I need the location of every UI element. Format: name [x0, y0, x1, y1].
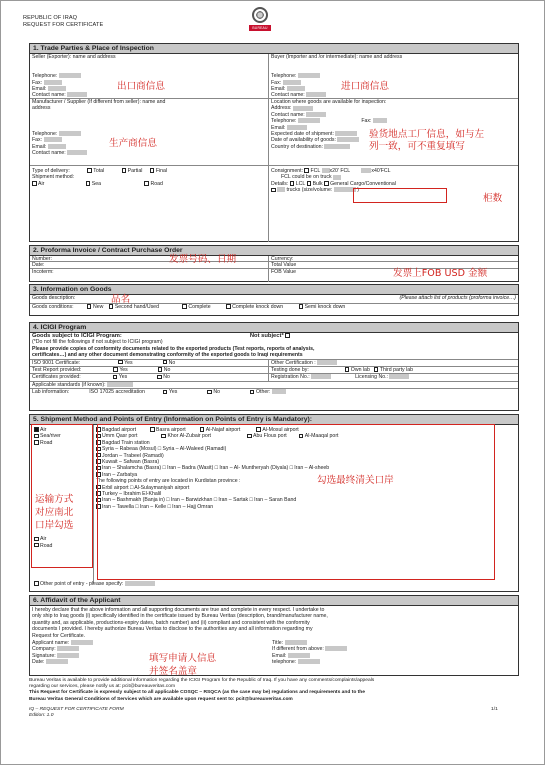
section-3-title: 3. Information on Goods [30, 285, 518, 295]
section-1-title: 1. Trade Parties & Place of Inspection [30, 44, 518, 54]
annotation-exporter: 出口商信息 [117, 81, 165, 92]
ckd-checkbox[interactable] [226, 304, 231, 309]
shipment-mode-column: Air Sea/river Road Air Road [30, 425, 94, 583]
method-air-checkbox[interactable] [32, 181, 37, 186]
annotation-inspection-1: 验货地点工厂信息，如与左 [369, 129, 485, 140]
annotation-cabinet: 柜数 [483, 193, 503, 204]
bureau-veritas-logo [249, 7, 271, 37]
method-road-checkbox[interactable] [144, 181, 149, 186]
not-subject-checkbox[interactable] [285, 333, 290, 338]
annotation-goods: 品名 [111, 294, 131, 305]
entry-points-highlight-box [97, 424, 495, 580]
lab-no-checkbox[interactable] [207, 390, 212, 395]
footer-notes: Bureau Veritas is available to provide additional information regarding the ICIGI Program for the Republic of Iraq. If you have any comments/complaints/appeals regarding our services, please notify us at: pcit@bureauveritas.com This Request for Certificate is expressly subject to all applicable COSQC – RSQCA (as the case may be) regulations and requirements and to the Bureau Veritas General Conditions of Services which are available upon request sent to: pcit@bureauveritas.com [29, 678, 375, 702]
annotation-applicant-1: 填写申请人信息 [149, 653, 217, 664]
affidavit-text: I hereby declare that the above information and all supporting documents are true and complete in every respect. I undertake to only ship to Iraq goods (i) specifically identified in the certificate issued by Bureau Veritas (description, brand/manufacturer name, quantity and, as applicable, productions-expiry dates, batch number) and (ii) compliant and consistent with the conformity documents I provided. I hereby authorize Bureau Veritas to disclose to the authorities any and all information regarding my Request for Certificate. [32, 607, 328, 639]
logo-emblem-icon [252, 7, 268, 23]
section-4-title: 4. ICIGI Program [30, 323, 518, 333]
delivery-block: Type of delivery: Total Partial Final Shipment method: Air Sea Road [30, 166, 269, 242]
total-value-field: Total Value [269, 262, 518, 268]
section-affidavit: 6. Affidavit of the Applicant I hereby declare that the above information and all supporting documents are true and complete in every respect. I undertake to only ship to Iraq goods (i) specifically identified in the certificate issued by Bureau Veritas (description, brand/manufacturer name, quantity and, as applicable, productions-expiry dates, batch number) and (ii) compliant and consistent with the conformity documents I provided. I hereby authorize Bureau Veritas to disclose to the authorities any and all information regarding my Request for Certificate. Applicant name: Company: Signature: Date: Title: If different from above: Email: telephone: [29, 595, 519, 676]
page-number: 1/1 [491, 707, 498, 712]
annotation-transport-2: 对应南北 [35, 507, 74, 518]
header-title: REQUEST FOR CERTIFICATE [23, 22, 104, 28]
section-5-title: 5. Shipment Method and Points of Entry (Information on Points of Entry is Mandatory): [30, 415, 518, 425]
trucks-checkbox[interactable] [271, 188, 276, 193]
certs-yes-checkbox[interactable] [113, 375, 118, 380]
skd-checkbox[interactable] [299, 304, 304, 309]
own-lab-checkbox[interactable] [345, 367, 350, 372]
general-cargo-checkbox[interactable] [324, 181, 329, 186]
third-party-lab-checkbox[interactable] [374, 367, 379, 372]
test-yes-checkbox[interactable] [113, 367, 118, 372]
section-goods-info: 3. Information on Goods Goods description: (Please attach list of products (proforma invoice…) Goods conditions: New Second hand/Used Complete Complete knock down Semi knock down [29, 284, 519, 316]
lab-other-checkbox[interactable] [250, 390, 255, 395]
incoterm-field: Incoterm: [32, 268, 54, 275]
method-sea-checkbox[interactable] [86, 181, 91, 186]
fob-value-field: FOB Value [271, 268, 297, 275]
annotation-fob: 发票上FOB USD 金额 [393, 268, 488, 279]
section-icigi-program: 4. ICIGI Program Goods subject to ICIGI Program: Not subject* (*Do not fill the followings if not subject to ICIGI program) Please provide copies of conformity documents related to the exported products (Test reports, reports of analysis, certificates…) and any other document demonstrating conformity of the exported goods to Iraqi requirements ISO 9001 Certificate: Yes No Other Certification : Test Report provided: Yes No Testing done by: Own lab Third party lab Certificates provided: Yes No Registration No.: Licensing No.: Applicable standards (if known): Lab information: ISO 17025 accreditation Yes No Other: [29, 322, 519, 411]
test-no-checkbox[interactable] [158, 367, 163, 372]
annotation-manufacturer: 生产商信息 [109, 138, 157, 149]
lab-yes-checkbox[interactable] [163, 390, 168, 395]
annotation-invoice: 发票号码、日期 [169, 254, 237, 265]
certs-no-checkbox[interactable] [157, 375, 162, 380]
new-checkbox[interactable] [87, 304, 92, 309]
form-header [23, 15, 103, 29]
consignment-highlight-box [353, 188, 447, 203]
annotation-importer: 进口商信息 [341, 81, 389, 92]
iso9001-no-checkbox[interactable] [163, 360, 168, 365]
inspection-location-block: Location where goods are available for inspection: Address: Contact name: Telephone: Fax: Email: Expected date of shipment: Date of availability of goods: Country of destination: [271, 99, 387, 150]
seller-block: Seller (Exporter): name and address Telephone: Fax: Email: Contact name: [30, 54, 269, 98]
invoice-date-field: Date: [30, 262, 268, 268]
invoice-number-field: Number: [30, 256, 268, 262]
annotation-applicant-2: 并签名盖章 [149, 666, 197, 677]
section-6-title: 6. Affidavit of the Applicant [30, 596, 518, 606]
annotation-transport-1: 运输方式 [35, 494, 74, 505]
fcl-checkbox[interactable] [304, 168, 309, 173]
lcl-checkbox[interactable] [290, 181, 295, 186]
section-2-title: 2. Proforma Invoice / Contract Purchase Order [30, 246, 518, 256]
bulk-checkbox[interactable] [307, 181, 312, 186]
total-checkbox[interactable] [87, 168, 92, 173]
other-entry-checkbox[interactable] [34, 581, 39, 586]
partial-checkbox[interactable] [122, 168, 127, 173]
other-entry-point: Other point of entry - please specify: [34, 581, 514, 587]
header-country: REPUBLIC OF IRAQ [23, 15, 78, 21]
form-id: IQ – REQUEST FOR CERTIFICATE FORM Edition: 1.0 [29, 707, 124, 719]
consignment-block: Consignment: FCL x20' FCL x40'FCL FCL could be on truck Details: LCL Bulk General Cargo/Conventional trucks (size/volume: ) [271, 168, 396, 194]
buyer-block: Buyer (Importer and /or intermediate): name and address Telephone: Fax: Email: Contact name: [271, 54, 403, 99]
logo-wordmark: BUREAU VERITAS [249, 25, 271, 31]
entry-points-list: Bagdad airport Basra airport Al-Najaf airport Al-Mosul airport Umm Qasr port Khor Al-Zubair port Abu Flous port Al-Maaqal port Bagdad Train station Syria – Rabeaa (Mosul) □ Syria – Al-Waleed (Ramadi) Jordan – Trabeel (Ramadi) Kuwait – Safwan (Basra) Iran – Shalamcha (Basra) □ Iran – Badra (Wasit) □ Iran – Al- Muntheryah (Diyala) □ Iran – Al-sheeb Iran – Zarbatya The following points of entry are located in Kurdistan province : Erbil airport □ Al-Sulaymaniyah airport Turkey – Ibrahim El-Khalil Iran – Bashmakh (Banja in) □ Iran – Barwizkhan □ Iran – Sartak □ Iran – Saran Band Iran – Tawella □ Iran – Kelle □ Iran – Hajj Omran [96, 427, 339, 510]
annotation-port: 勾选最终清关口岸 [317, 475, 394, 486]
currency-field: Currency: [269, 256, 518, 262]
annotation-inspection-2: 列一致，可不重复填写 [369, 141, 465, 152]
complete-checkbox[interactable] [182, 304, 187, 309]
manufacturer-block: Manufacturer / Supplier (If different from seller): name and address Telephone: Fax: Email: Contact name: [30, 99, 269, 165]
iso9001-yes-checkbox[interactable] [118, 360, 123, 365]
annotation-transport-3: 口岸勾选 [35, 520, 74, 531]
final-checkbox[interactable] [150, 168, 155, 173]
